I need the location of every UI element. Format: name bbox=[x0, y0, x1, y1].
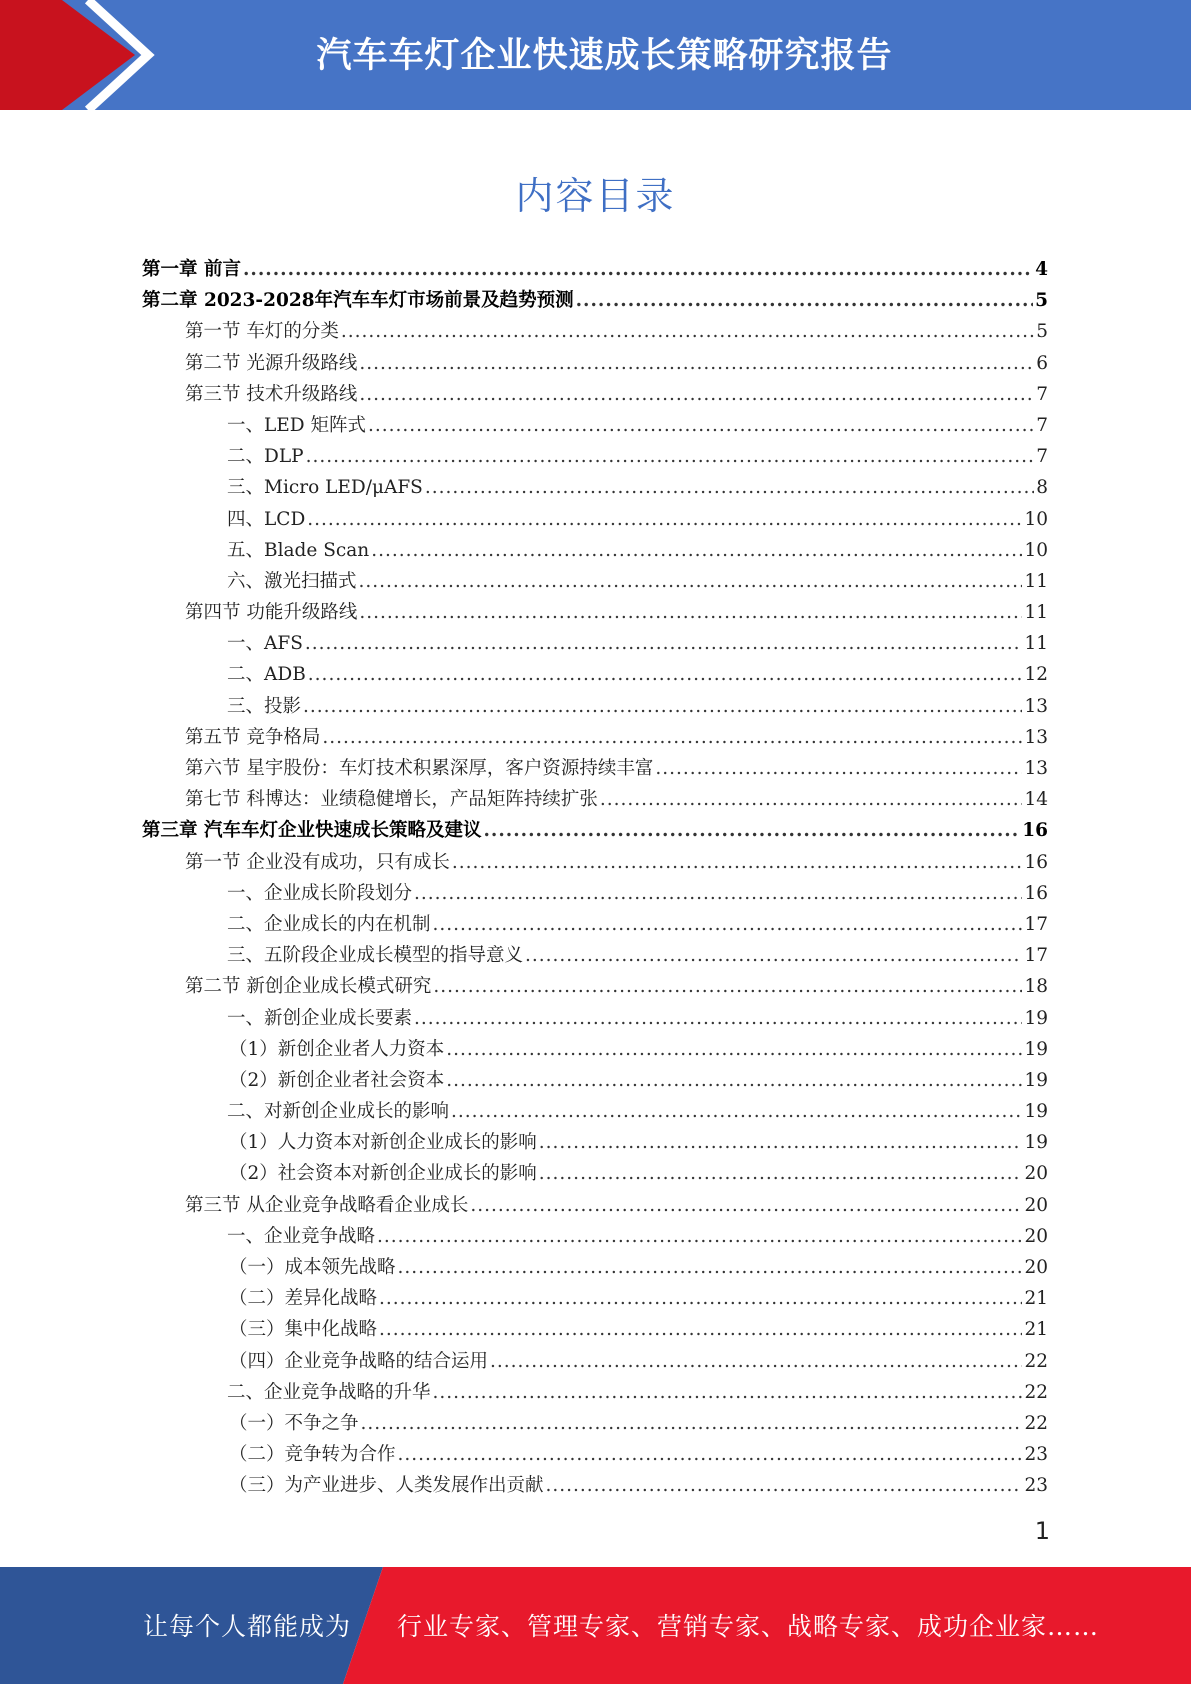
toc-entry-title: 六、激光扫描式 bbox=[227, 570, 357, 592]
table-of-contents bbox=[142, 254, 1048, 1502]
toc-leader-dots bbox=[303, 691, 1022, 722]
toc-entry[interactable] bbox=[142, 1096, 1048, 1127]
toc-entry-page: 14 bbox=[1024, 789, 1048, 811]
toc-entry[interactable] bbox=[142, 348, 1048, 379]
toc-entry-page: 22 bbox=[1024, 1412, 1048, 1434]
toc-entry-page: 20 bbox=[1024, 1225, 1048, 1247]
toc-entry[interactable] bbox=[142, 753, 1048, 784]
toc-entry-title: 第一章 前言 bbox=[142, 259, 241, 280]
toc-entry-page: 23 bbox=[1024, 1475, 1048, 1497]
toc-leader-dots bbox=[306, 441, 1035, 472]
toc-entry-title: 一、企业竞争战略 bbox=[227, 1225, 376, 1247]
toc-entry-page: 16 bbox=[1024, 851, 1048, 873]
toc-entry-page: 19 bbox=[1024, 1007, 1048, 1029]
toc-entry-page: 16 bbox=[1024, 882, 1048, 904]
toc-entry-page: 19 bbox=[1024, 1101, 1048, 1123]
toc-entry-title: 一、新创企业成长要素 bbox=[227, 1007, 413, 1029]
toc-entry[interactable] bbox=[142, 535, 1048, 566]
toc-entry-page: 5 bbox=[1036, 321, 1048, 343]
toc-entry[interactable] bbox=[142, 285, 1048, 316]
toc-entry[interactable] bbox=[142, 1346, 1048, 1377]
toc-leader-dots bbox=[539, 1127, 1023, 1158]
toc-entry-page: 4 bbox=[1035, 259, 1048, 280]
toc-entry[interactable] bbox=[142, 878, 1048, 909]
toc-entry-title: 第一节 车灯的分类 bbox=[185, 321, 339, 343]
toc-leader-dots bbox=[308, 659, 1023, 690]
toc-entry-title: 二、企业竞争战略的升华 bbox=[227, 1381, 431, 1403]
toc-leader-dots bbox=[483, 815, 1020, 846]
toc-entry-title: （二）竞争转为合作 bbox=[229, 1444, 396, 1466]
toc-entry-page: 20 bbox=[1024, 1257, 1048, 1278]
toc-entry-title: （三）为产业进步、人类发展作出贡献 bbox=[229, 1475, 544, 1497]
toc-leader-dots bbox=[377, 1221, 1022, 1252]
toc-leader-dots bbox=[414, 878, 1022, 909]
toc-leader-dots bbox=[451, 1096, 1022, 1127]
toc-entry[interactable] bbox=[142, 1470, 1048, 1501]
toc-entry[interactable] bbox=[142, 1408, 1048, 1439]
header-band bbox=[0, 0, 1191, 110]
toc-leader-dots bbox=[525, 940, 1022, 971]
toc-leader-dots bbox=[546, 1470, 1023, 1501]
toc-leader-dots bbox=[655, 753, 1022, 784]
footer-band bbox=[0, 1567, 1191, 1684]
toc-leader-dots bbox=[359, 566, 1023, 597]
toc-entry[interactable] bbox=[142, 1439, 1048, 1470]
toc-entry-title: 第三章 汽车车灯企业快速成长策略及建议 bbox=[142, 820, 482, 842]
toc-entry-title: 第六节 星宇股份：车灯技术积累深厚，客户资源持续丰富 bbox=[185, 758, 654, 779]
toc-entry[interactable] bbox=[142, 1003, 1048, 1034]
toc-entry[interactable] bbox=[142, 1221, 1048, 1252]
toc-entry[interactable] bbox=[142, 1283, 1048, 1314]
toc-leader-dots bbox=[452, 847, 1023, 878]
toc-entry[interactable] bbox=[142, 815, 1048, 846]
toc-entry-title: （一）成本领先战略 bbox=[229, 1257, 396, 1278]
toc-entry-page: 13 bbox=[1024, 758, 1048, 779]
toc-entry-page: 20 bbox=[1024, 1194, 1048, 1216]
toc-entry[interactable] bbox=[142, 1314, 1048, 1345]
toc-entry-page: 8 bbox=[1036, 477, 1048, 499]
toc-entry-title: （1）新创企业者人力资本 bbox=[229, 1038, 445, 1060]
toc-entry-page: 11 bbox=[1024, 602, 1048, 624]
toc-entry-title: 二、企业成长的内在机制 bbox=[227, 913, 431, 935]
toc-entry-page: 7 bbox=[1036, 446, 1048, 468]
toc-entry-page: 6 bbox=[1036, 352, 1048, 374]
toc-entry-title: 第一节 企业没有成功，只有成长 bbox=[185, 851, 450, 873]
toc-entry-page: 16 bbox=[1022, 820, 1048, 842]
toc-entry-title: 第五节 竞争格局 bbox=[185, 726, 321, 748]
toc-entry-title: （1）人力资本对新创企业成长的影响 bbox=[229, 1132, 537, 1154]
toc-entry-page: 13 bbox=[1024, 726, 1048, 748]
toc-entry-page: 7 bbox=[1036, 414, 1048, 436]
toc-entry[interactable] bbox=[142, 847, 1048, 878]
toc-entry-title: 一、LED 矩阵式 bbox=[227, 414, 367, 436]
toc-entry-page: 10 bbox=[1024, 508, 1048, 530]
toc-entry-title: （四）企业竞争战略的结合运用 bbox=[229, 1350, 489, 1372]
toc-entry[interactable] bbox=[142, 722, 1048, 753]
toc-entry-page: 17 bbox=[1024, 945, 1048, 967]
toc-entry-title: 五、Blade Scan bbox=[227, 539, 370, 561]
toc-entry[interactable] bbox=[142, 1034, 1048, 1065]
toc-leader-dots bbox=[341, 316, 1034, 347]
toc-entry-title: 一、AFS bbox=[227, 633, 303, 655]
toc-entry[interactable] bbox=[142, 1252, 1048, 1283]
toc-entry-page: 13 bbox=[1024, 695, 1048, 717]
toc-leader-dots bbox=[398, 1252, 1023, 1283]
toc-entry-page: 20 bbox=[1024, 1163, 1048, 1185]
toc-leader-dots bbox=[368, 410, 1034, 441]
toc-leader-dots bbox=[446, 1034, 1022, 1065]
toc-entry[interactable] bbox=[142, 971, 1048, 1002]
toc-entry-title: 第二节 光源升级路线 bbox=[185, 352, 358, 374]
toc-leader-dots bbox=[433, 1377, 1023, 1408]
toc-entry-page: 11 bbox=[1024, 633, 1048, 655]
toc-leader-dots bbox=[576, 285, 1034, 316]
toc-entry-title: 第二章 2023-2028年汽车车灯市场前景及趋势预测 bbox=[142, 290, 574, 312]
toc-entry[interactable] bbox=[142, 566, 1048, 597]
toc-entry-page: 12 bbox=[1024, 664, 1048, 686]
toc-entry[interactable] bbox=[142, 597, 1048, 628]
toc-entry-title: 第四节 功能升级路线 bbox=[185, 602, 358, 624]
toc-leader-dots bbox=[414, 1003, 1022, 1034]
toc-entry-page: 22 bbox=[1024, 1350, 1048, 1372]
toc-entry-title: 第三节 从企业竞争战略看企业成长 bbox=[185, 1194, 469, 1216]
toc-leader-dots bbox=[379, 1283, 1022, 1314]
toc-entry-title: 二、ADB bbox=[227, 664, 306, 686]
toc-entry-page: 5 bbox=[1035, 290, 1048, 312]
page-number: 1 bbox=[1034, 1517, 1050, 1545]
toc-leader-dots bbox=[490, 1346, 1022, 1377]
toc-entry[interactable] bbox=[142, 1158, 1048, 1189]
toc-entry-title: 三、投影 bbox=[227, 695, 302, 717]
toc-leader-dots bbox=[470, 1190, 1022, 1221]
toc-entry-page: 23 bbox=[1024, 1444, 1048, 1466]
toc-entry[interactable] bbox=[142, 659, 1048, 690]
toc-entry-page: 19 bbox=[1024, 1132, 1048, 1154]
toc-entry[interactable] bbox=[142, 784, 1048, 815]
toc-leader-dots bbox=[359, 597, 1022, 628]
toc-entry-title: （三）集中化战略 bbox=[229, 1319, 378, 1341]
footer-slogan-left: 让每个人都能成为 bbox=[143, 1612, 352, 1641]
toc-entry-page: 18 bbox=[1024, 976, 1048, 998]
toc-heading: 内容目录 bbox=[515, 174, 676, 218]
toc-entry-title: （2）社会资本对新创企业成长的影响 bbox=[229, 1163, 537, 1185]
toc-entry[interactable] bbox=[142, 254, 1048, 285]
toc-entry[interactable] bbox=[142, 441, 1048, 472]
toc-leader-dots bbox=[371, 535, 1022, 566]
toc-entry-title: 三、Micro LED/μAFS bbox=[227, 477, 423, 499]
toc-leader-dots bbox=[359, 379, 1034, 410]
toc-leader-dots bbox=[425, 472, 1034, 503]
toc-entry[interactable] bbox=[142, 1065, 1048, 1096]
footer-slogan-right: 行业专家、管理专家、营销专家、战略专家、成功企业家…… bbox=[397, 1612, 1100, 1641]
toc-entry[interactable] bbox=[142, 1190, 1048, 1221]
toc-leader-dots bbox=[243, 254, 1033, 285]
toc-leader-dots bbox=[305, 628, 1023, 659]
toc-entry-title: 二、DLP bbox=[227, 446, 304, 468]
toc-entry-page: 11 bbox=[1024, 570, 1048, 592]
toc-leader-dots bbox=[433, 909, 1023, 940]
toc-entry-title: 第七节 科博达：业绩稳健增长，产品矩阵持续扩张 bbox=[185, 789, 598, 811]
toc-leader-dots bbox=[361, 1408, 1023, 1439]
toc-entry[interactable] bbox=[142, 909, 1048, 940]
toc-leader-dots bbox=[600, 784, 1023, 815]
toc-entry-title: （二）差异化战略 bbox=[229, 1288, 378, 1310]
toc-entry[interactable] bbox=[142, 504, 1048, 535]
toc-entry-title: 三、五阶段企业成长模型的指导意义 bbox=[227, 945, 524, 967]
toc-entry-page: 10 bbox=[1024, 539, 1048, 561]
toc-entry-title: 四、LCD bbox=[227, 508, 306, 530]
toc-entry[interactable] bbox=[142, 472, 1048, 503]
toc-entry[interactable] bbox=[142, 940, 1048, 971]
toc-entry-title: 二、对新创企业成长的影响 bbox=[227, 1101, 450, 1123]
toc-leader-dots bbox=[379, 1314, 1022, 1345]
toc-entry[interactable] bbox=[142, 410, 1048, 441]
toc-entry-page: 17 bbox=[1024, 913, 1048, 935]
toc-leader-dots bbox=[539, 1158, 1023, 1189]
toc-leader-dots bbox=[322, 722, 1022, 753]
toc-leader-dots bbox=[398, 1439, 1023, 1470]
toc-entry[interactable] bbox=[142, 691, 1048, 722]
toc-entry[interactable] bbox=[142, 628, 1048, 659]
toc-entry-page: 21 bbox=[1024, 1319, 1048, 1341]
toc-entry[interactable] bbox=[142, 379, 1048, 410]
toc-entry-title: （2）新创企业者社会资本 bbox=[229, 1069, 445, 1091]
toc-entry-title: 第三节 技术升级路线 bbox=[185, 383, 358, 405]
toc-leader-dots bbox=[433, 971, 1022, 1002]
toc-entry-page: 19 bbox=[1024, 1038, 1048, 1060]
toc-entry[interactable] bbox=[142, 1377, 1048, 1408]
toc-leader-dots bbox=[307, 504, 1022, 535]
toc-leader-dots bbox=[359, 348, 1034, 379]
toc-entry-title: 第二节 新创企业成长模式研究 bbox=[185, 976, 432, 998]
toc-entry-page: 22 bbox=[1024, 1381, 1048, 1403]
toc-entry-title: （一）不争之争 bbox=[229, 1412, 359, 1434]
toc-entry-page: 21 bbox=[1024, 1288, 1048, 1310]
toc-entry[interactable] bbox=[142, 316, 1048, 347]
toc-entry-page: 7 bbox=[1036, 383, 1048, 405]
toc-entry-title: 一、企业成长阶段划分 bbox=[227, 882, 413, 904]
toc-leader-dots bbox=[446, 1065, 1022, 1096]
toc-entry[interactable] bbox=[142, 1127, 1048, 1158]
toc-entry-page: 19 bbox=[1024, 1069, 1048, 1091]
report-title: 汽车车灯企业快速成长策略研究报告 bbox=[316, 36, 893, 76]
